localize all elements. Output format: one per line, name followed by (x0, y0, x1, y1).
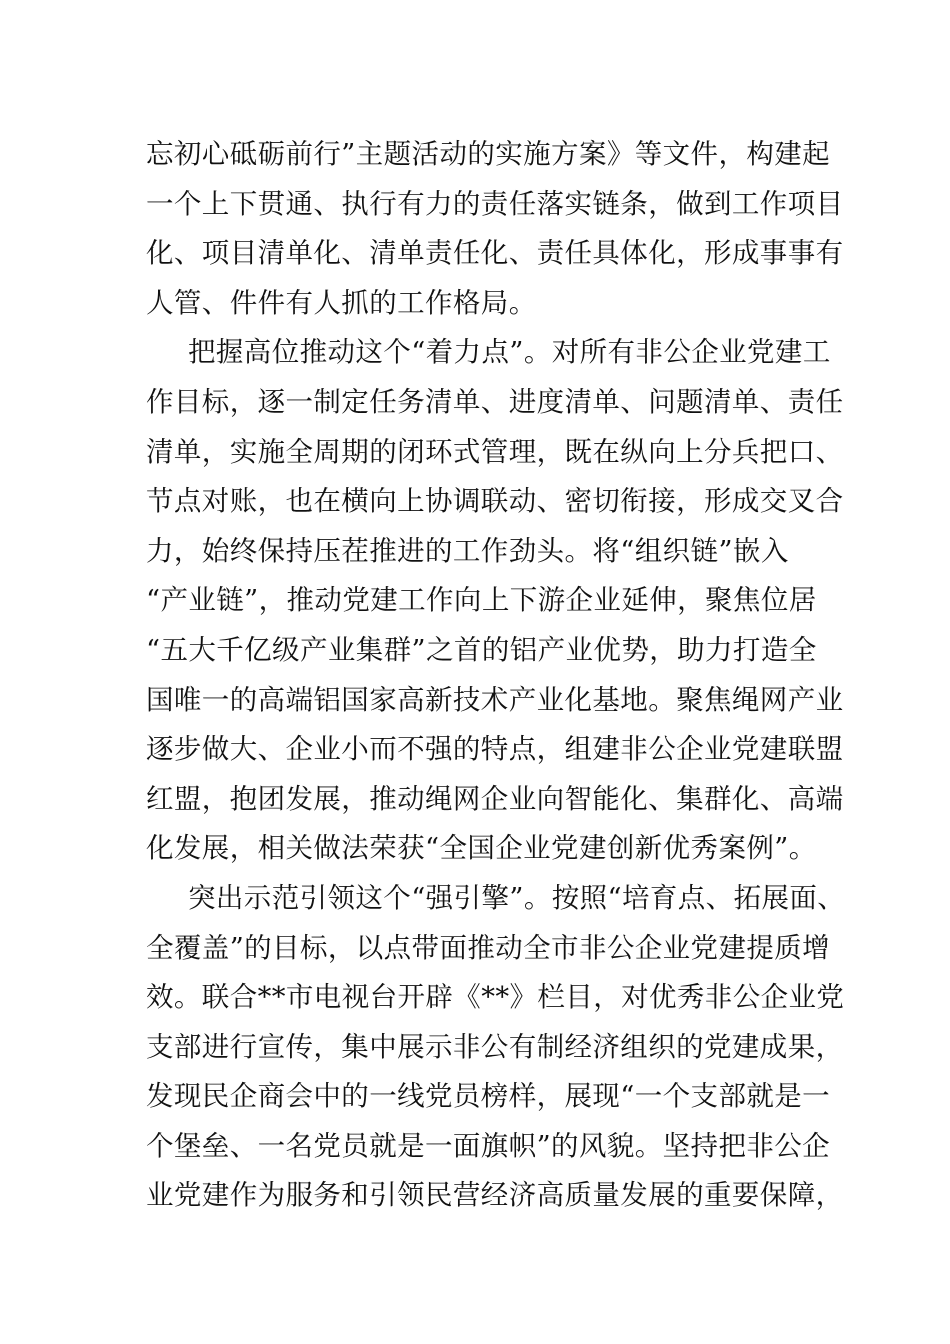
text-line: 节点对账，也在横向上协调联动、密切衔接，形成交叉合 (146, 485, 844, 518)
text-line: “产业链”，推动党建工作向上下游企业延伸，聚焦位居 (146, 584, 817, 617)
text-line: 人管、件件有人抓的工作格局。 (146, 286, 537, 319)
text-line: 清单，实施全周期的闭环式管理，既在纵向上分兵把口、 (146, 435, 844, 468)
text-line: 化发展，相关做法荣获“全国企业党建创新优秀案例”。 (146, 832, 817, 865)
text-line: “五大千亿级产业集群”之首的铝产业优势，助力打造全 (146, 633, 817, 666)
text-line: 作目标，逐一制定任务清单、进度清单、问题清单、责任 (146, 385, 844, 418)
text-line: 化、项目清单化、清单责任化、责任具体化，形成事事有 (146, 237, 844, 270)
text-line: 全覆盖”的目标，以点带面推动全市非公企业党建提质增 (146, 931, 831, 964)
text-line: 发现民企商会中的一线党员榜样，展现“一个支部就是一 (146, 1080, 831, 1113)
text-line: 个堡垒、一名党员就是一面旗帜”的风貌。坚持把非公企 (146, 1129, 831, 1162)
text-line: 国唯一的高端铝国家高新技术产业化基地。聚焦绳网产业 (146, 683, 844, 716)
text-line: 支部进行宣传，集中展示非公有制经济组织的党建成果， (146, 1030, 844, 1063)
text-line: 一个上下贯通、执行有力的责任落实链条，做到工作项目 (146, 187, 844, 220)
text-line: 逐步做大、企业小而不强的特点，组建非公企业党建联盟 (146, 733, 844, 766)
text-line: 力，始终保持压茬推进的工作劲头。将“组织链”嵌入 (146, 534, 789, 567)
text-line: 业党建作为服务和引领民营经济高质量发展的重要保障， (146, 1179, 844, 1212)
text-line: 忘初心砥砺前行”主题活动的实施方案》等文件，构建起 (146, 138, 831, 170)
paragraph-start-line: 把握高位推动这个“着力点”。对所有非公企业党建工 (188, 336, 831, 369)
paragraph-start-line: 突出示范引领这个“强引擎”。按照“培育点、拓展面、 (188, 881, 846, 914)
document-body (146, 130, 846, 1221)
text-line: 红盟，抱团发展，推动绳网企业向智能化、集群化、高端 (146, 782, 844, 815)
text-line: 效。联合**市电视台开辟《**》栏目，对优秀非公企业党 (146, 981, 845, 1014)
